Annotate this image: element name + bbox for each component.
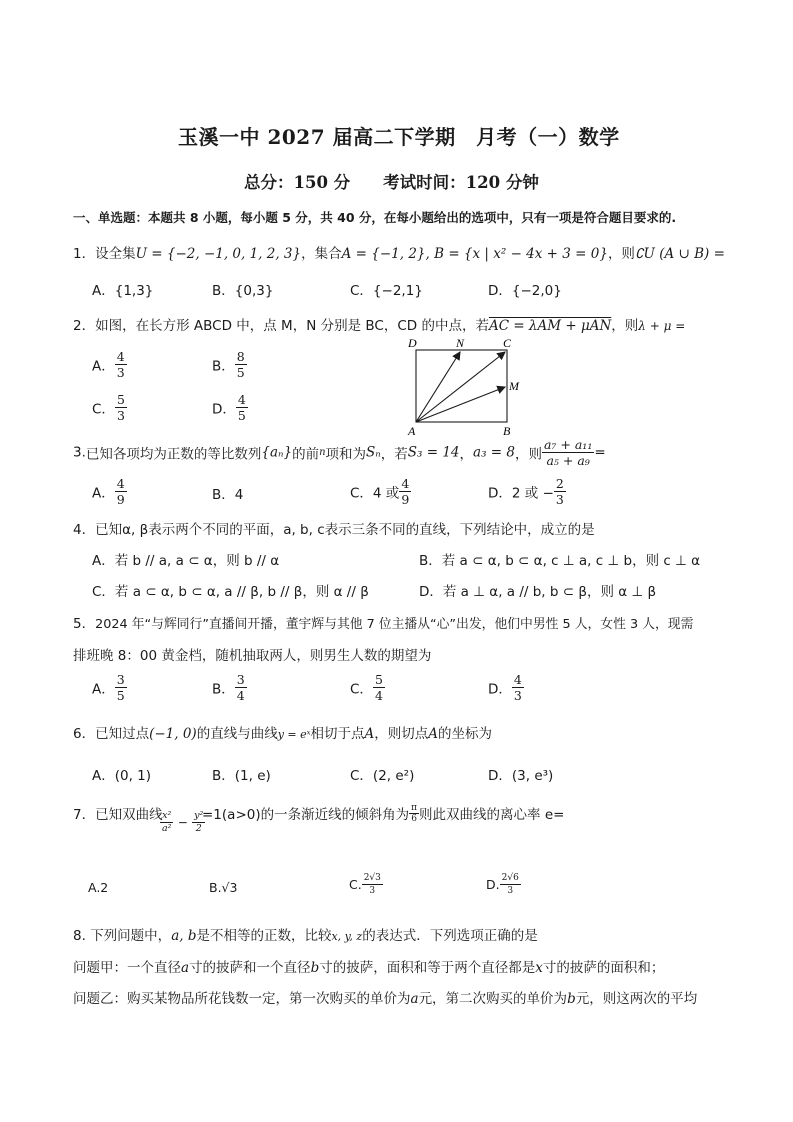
vector-am	[416, 387, 505, 422]
fraction	[235, 672, 247, 703]
option-b	[212, 349, 247, 380]
question-text: 设全集	[95, 246, 136, 262]
option-b	[212, 483, 243, 503]
question-text: 如图，在长方形 ABCD 中，点 M，N 分别是 BC，CD 的中点，若	[95, 318, 489, 334]
math-expression: S₃ = 14	[407, 444, 460, 461]
fraction-denominator: 3	[513, 688, 522, 703]
fraction	[554, 476, 566, 507]
problem-yi	[73, 987, 697, 1007]
question-7	[73, 803, 163, 823]
question-text: ，则切点	[374, 726, 429, 742]
fraction-denominator: 5	[116, 688, 125, 703]
math-variable: a	[410, 991, 419, 1007]
math-variable: x	[535, 960, 543, 976]
fraction-denominator: 4	[374, 688, 383, 703]
math-expression: ∁U (A ∪ B) =	[634, 246, 725, 262]
question-5	[73, 612, 693, 632]
question-8	[73, 924, 538, 944]
fraction-denominator: 3	[507, 886, 514, 896]
question-text: 已知α, β表示两个不同的平面，a, b, c表示三条不同的直线，下列结论中，成立的是	[95, 522, 595, 538]
option-d: D．若 a ⊥ α, a // b, b ⊂ β，则 α ⊥ β	[419, 584, 657, 600]
fraction-numerator: 2	[555, 476, 564, 491]
problem-jia	[73, 956, 664, 976]
math-expression: Sₙ	[366, 444, 381, 461]
fraction	[115, 392, 127, 423]
question-text: ，集合	[301, 246, 342, 262]
question-text: 已知过点	[95, 726, 150, 742]
option-a: A．若 b // a, a ⊂ α，则 b // α	[92, 553, 280, 569]
option-a: A．{1,3}	[92, 283, 154, 299]
option-d: D．(3, e³)	[488, 768, 554, 784]
question-text: 已知各项均为正数的等比数列	[85, 446, 262, 463]
math-expression: a, b	[171, 928, 197, 944]
option-label: A．	[92, 485, 115, 502]
option-d: D．{−2,0}	[488, 283, 562, 299]
math-variable: b	[310, 960, 320, 976]
fraction	[115, 672, 127, 703]
question-7-formula	[160, 810, 205, 835]
question-text: ，则	[607, 246, 635, 262]
fraction	[409, 803, 419, 824]
option-a	[92, 476, 127, 507]
fraction-numerator: 2√6	[501, 873, 519, 883]
question-2	[73, 314, 685, 334]
math-expression: A = {−1, 2}, B = {x | x² − 4x + 3 = 0}	[341, 246, 608, 262]
option-c: C．(2, e²)	[350, 768, 415, 784]
option-c	[92, 392, 127, 423]
fraction-numerator: 4	[513, 672, 522, 687]
fraction-numerator: 4	[401, 476, 410, 491]
math-expression: (−1, 0)	[149, 726, 197, 742]
fraction-denominator: 9	[116, 492, 125, 507]
option-label: D．	[212, 401, 236, 418]
label-n: N	[456, 336, 465, 350]
math-expression: {aₙ}	[261, 444, 293, 461]
question-number: 7．	[73, 807, 96, 823]
question-4	[73, 518, 595, 538]
option-b: B．(1, e)	[212, 768, 271, 784]
question-text: =1(a>0)的一条渐近线的倾斜角为	[202, 807, 410, 823]
problem-text: 寸的披萨，面积和等于两个直径都是	[319, 960, 536, 976]
option-label: C．	[350, 681, 373, 698]
fraction	[236, 392, 248, 423]
option-b: B．若 a ⊂ α, b ⊂ α, c ⊥ a, c ⊥ b，则 c ⊥ α	[419, 553, 701, 569]
problem-text: 问题甲：一个直径	[73, 960, 181, 976]
option-d	[212, 392, 248, 423]
option-c	[350, 476, 411, 507]
fraction-denominator: 3	[116, 365, 125, 380]
fraction-numerator: 5	[116, 392, 125, 407]
question-text: 的前	[292, 446, 320, 463]
fraction-denominator: 5	[237, 408, 246, 423]
math-expression: A	[364, 726, 375, 742]
label-b: B	[503, 424, 511, 438]
option-a	[92, 672, 127, 703]
question-number: 1．	[73, 246, 96, 262]
option-c: C．{−2,1}	[350, 283, 423, 299]
page-title: 玉溪一中 2027 届高二下学期 月考（一）数学	[178, 125, 620, 149]
fraction-numerator: 4	[116, 349, 125, 364]
fraction-numerator: x²	[160, 810, 173, 823]
fraction-denominator: 6	[411, 814, 417, 824]
question-3	[73, 437, 606, 468]
option-d	[486, 872, 521, 897]
option-label: C.	[349, 877, 362, 892]
option-label: D．2 或 −	[488, 485, 554, 502]
option-label: A．	[92, 681, 115, 698]
label-a: A	[408, 424, 416, 438]
fraction-numerator: 2√3	[363, 873, 381, 883]
problem-text: 问题乙：购买某物品所花钱数一定，第一次购买的单价为	[73, 991, 411, 1007]
option-label: B．	[212, 358, 235, 375]
option-b: B.√3	[209, 880, 238, 895]
fraction-numerator: 8	[236, 349, 245, 364]
math-variable: b	[567, 991, 576, 1007]
fraction-denominator: 4	[236, 688, 245, 703]
fraction	[115, 476, 127, 507]
question-text: 是不相等的正数，比较	[196, 928, 332, 944]
fraction	[235, 349, 247, 380]
question-text: ，若	[380, 446, 408, 463]
math-expression: y = eˣ	[277, 728, 311, 741]
fraction	[399, 476, 411, 507]
question-number: 6．	[73, 726, 96, 742]
option-c	[350, 672, 385, 703]
question-number: 8.	[73, 928, 86, 944]
question-text: 已知双曲线	[95, 807, 163, 823]
math-expression: x, y, z	[331, 930, 363, 943]
option-d	[488, 672, 524, 703]
fraction-numerator: 5	[374, 672, 383, 687]
question-5-line-2: 排班晚 8：00 黄金档，随机抽取两人，则男生人数的期望为	[73, 648, 432, 664]
math-expression: n	[319, 447, 326, 458]
question-number: 4．	[73, 522, 96, 538]
fraction-denominator: 3	[116, 408, 125, 423]
question-text: 则此双曲线的离心率 e=	[419, 807, 565, 823]
fraction	[542, 437, 594, 468]
label-d: D	[408, 336, 417, 350]
question-text: 2024 年“与辉同行”直播间开播，董宇辉与其他 7 位主播从“心”出发，他们中男性 5 人，女性 3 人，现需	[95, 617, 694, 632]
fraction-denominator: 3	[369, 886, 376, 896]
question-text: ，则	[514, 446, 542, 463]
fraction-numerator: 4	[116, 476, 125, 491]
math-expression: U = {−2, −1, 0, 1, 2, 3}	[135, 246, 302, 262]
question-text: 相切于点	[310, 726, 365, 742]
option-label: A．	[92, 358, 115, 375]
option-label: D.	[486, 877, 500, 892]
question-number: 3.	[73, 444, 86, 461]
problem-text: 元，第二次购买的单价为	[418, 991, 568, 1007]
fraction-numerator: y²	[194, 810, 204, 821]
option-label: D．	[488, 681, 512, 698]
question-text: 的表达式．下列选项正确的是	[362, 928, 538, 944]
option-d	[488, 476, 566, 507]
question-6	[73, 722, 492, 742]
question-text: 下列问题中，	[90, 928, 172, 944]
vector-an	[416, 352, 460, 422]
math-expression: a₃ = 8	[473, 444, 515, 461]
minus-sign: −	[177, 815, 188, 830]
fraction-denominator: 3	[555, 492, 564, 507]
option-a: A．(0, 1)	[92, 768, 152, 784]
question-text: 的直线与曲线	[196, 726, 278, 742]
fraction-denominator: a₅ + a₉	[546, 453, 590, 468]
fraction-numerator: 3	[236, 672, 245, 687]
question-text: 项和为	[325, 446, 367, 463]
fraction	[115, 349, 127, 380]
fraction-denominator: 9	[401, 492, 410, 507]
fraction	[160, 810, 173, 835]
option-b: B．{0,3}	[212, 283, 274, 299]
fraction-numerator: 4	[237, 392, 246, 407]
option-c: C．若 a ⊂ α, b ⊂ α, a // β, b // β，则 α // β	[92, 584, 369, 600]
problem-text: 寸的披萨的面积和；	[542, 960, 665, 976]
option-a: A.2	[88, 880, 109, 895]
fraction	[373, 672, 385, 703]
option-label: C．4 或	[350, 485, 400, 502]
question-number: 2．	[73, 318, 96, 334]
option-a	[92, 349, 127, 380]
problem-text: 元，则这两次的平均	[575, 991, 698, 1007]
fraction-denominator: 2	[195, 823, 202, 834]
question-1	[73, 242, 725, 262]
question-number: 5．	[73, 616, 96, 632]
fraction	[500, 872, 521, 897]
math-expression: A	[428, 726, 439, 742]
option-b	[212, 672, 247, 703]
fraction-denominator: a²	[162, 823, 172, 834]
fraction	[362, 872, 383, 897]
option-label: B．	[212, 681, 235, 698]
question-text: ，	[459, 446, 474, 463]
problem-text: 寸的披萨和一个直径	[189, 960, 311, 976]
question-text: ，则	[611, 318, 639, 334]
question-text: 的坐标为	[438, 726, 493, 742]
option-label: C．	[92, 401, 115, 418]
math-expression: AC = λAM + μAN	[488, 318, 612, 334]
vector-ac	[416, 352, 505, 422]
fraction-denominator: 5	[236, 365, 245, 380]
rectangle-figure	[402, 334, 542, 438]
fraction-numerator: π	[411, 803, 418, 813]
label-m: M	[509, 379, 519, 393]
equals-sign: =	[594, 444, 606, 461]
question-7-text	[202, 803, 564, 824]
fraction-numerator: a₇ + a₁₁	[543, 437, 593, 452]
math-variable: a	[181, 960, 190, 976]
exam-info: 总分：150 分 考试时间：120 分钟	[244, 173, 539, 192]
math-expression: λ + μ =	[638, 319, 686, 333]
option-c	[349, 872, 383, 897]
section-heading: 一、单选题：本题共 8 小题，每小题 5 分，共 40 分，在每小题给出的选项中，只有一项是符合题目要求的.	[73, 210, 677, 225]
option-label: B．4	[212, 487, 244, 503]
fraction-numerator: 3	[116, 672, 125, 687]
label-c: C	[503, 336, 512, 350]
fraction	[512, 672, 524, 703]
